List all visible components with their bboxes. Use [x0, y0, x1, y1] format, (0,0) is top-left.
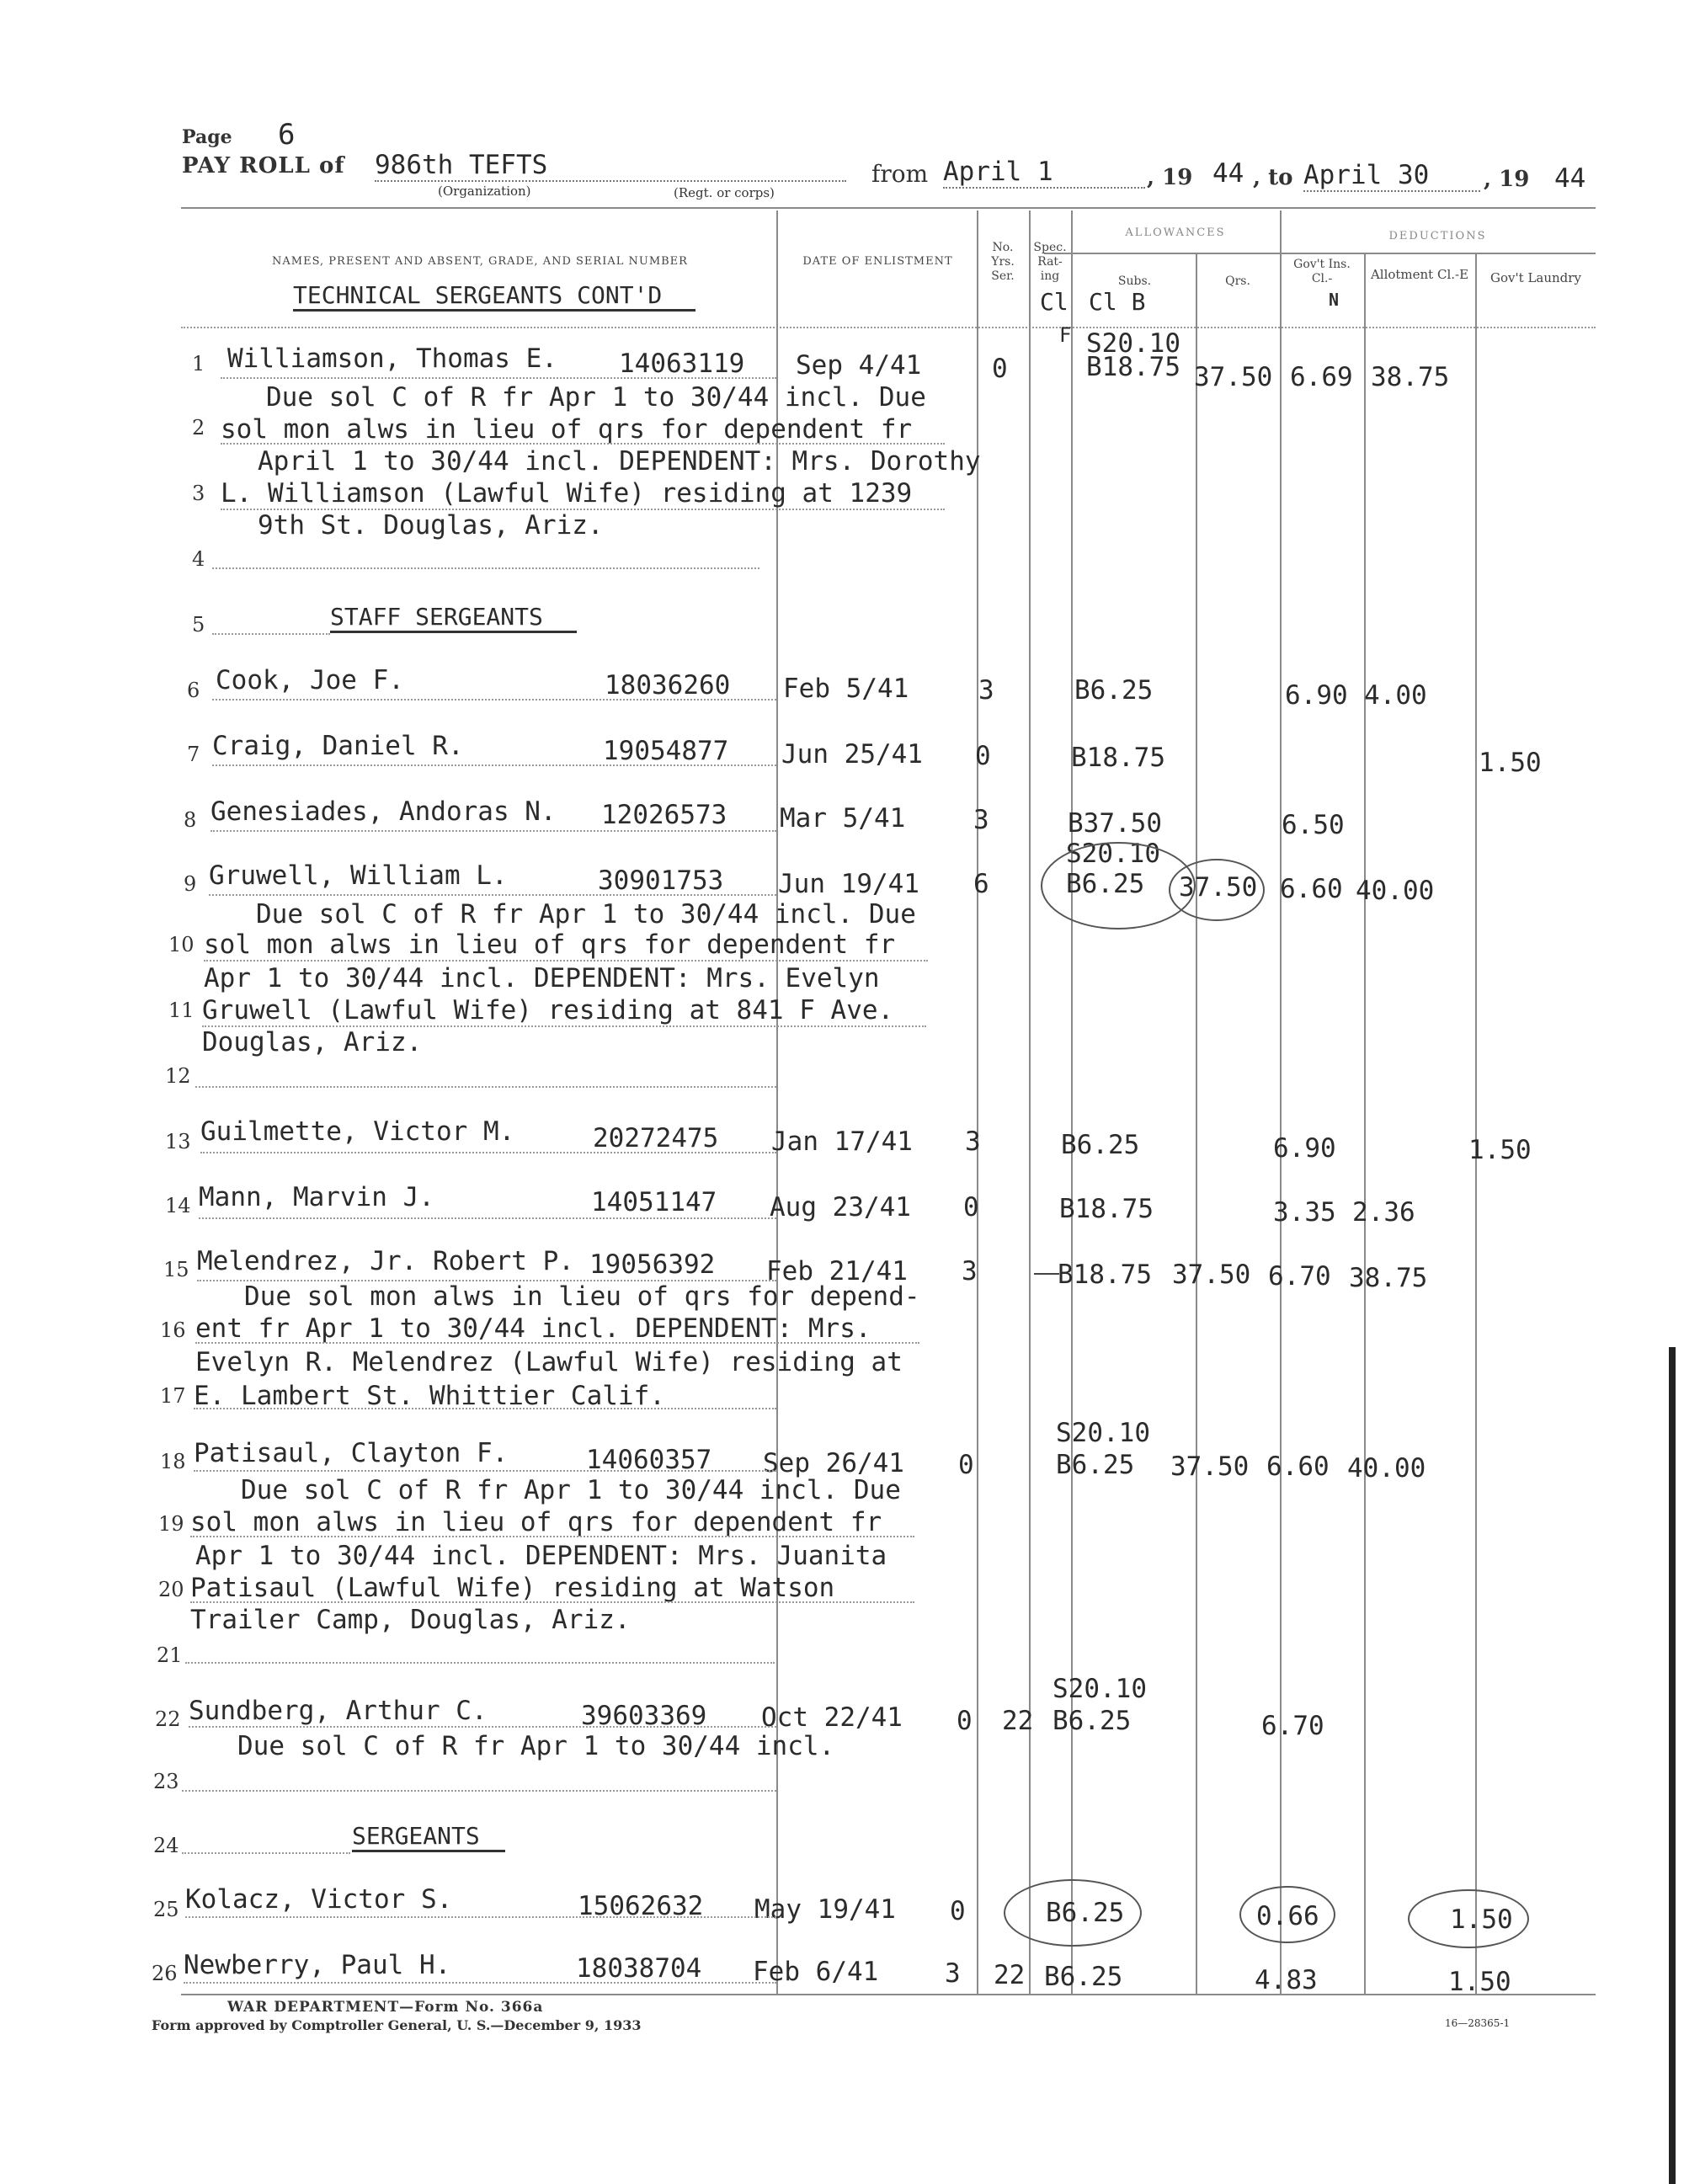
row-rule [182, 1852, 350, 1854]
entry-subs-s: S20.10 [1052, 1674, 1147, 1704]
entry-years: 0 [957, 1706, 973, 1736]
line-number: 12 [165, 1064, 191, 1088]
entry-spec-rating: 22 [1002, 1706, 1034, 1736]
to-date: April 30 [1303, 160, 1480, 192]
remark-line: Due sol C of R fr Apr 1 to 30/44 incl. Due [241, 1475, 901, 1505]
entry-enlist-date: Jun 19/41 [778, 869, 919, 899]
entry-gov-ins: 0.66 [1256, 1901, 1319, 1931]
entry-serial: 39603369 [581, 1701, 707, 1731]
entry-enlist-date: Oct 22/41 [761, 1702, 903, 1733]
entry-enlist-date: Jan 17/41 [771, 1127, 913, 1157]
corps-caption: (Regt. or corps) [674, 185, 775, 200]
col-divider-qrs [1196, 253, 1197, 1994]
remark-line: sol mon alws in lieu of qrs for dependent fr [190, 1507, 882, 1537]
row-rule [189, 1726, 776, 1728]
line-number: 22 [155, 1707, 181, 1731]
payroll-title: PAY ROLL of [182, 153, 345, 178]
entry-serial: 12026573 [601, 800, 727, 830]
line-number: 7 [187, 743, 200, 766]
col-header-gov-ins: Gov't Ins. Cl.- [1293, 258, 1351, 285]
entry-gov-ins: 6.90 [1273, 1133, 1336, 1164]
col-header-qrs: Qrs. [1225, 274, 1250, 288]
row-rule [221, 443, 945, 445]
remark-line: sol mon alws in lieu of qrs for dependent fr [204, 930, 896, 960]
col-header-spec-cl: Cl [1040, 288, 1068, 316]
entry-allotment: 4.00 [1364, 680, 1427, 711]
strike-mark [1034, 1273, 1059, 1275]
entry-serial: 14063119 [619, 349, 745, 379]
col-header-names: NAMES, PRESENT AND ABSENT, GRADE, AND SERIAL NUMBER [272, 255, 688, 268]
remark-line: Due sol C of R fr Apr 1 to 30/44 incl. Due [256, 899, 916, 930]
entry-gov-ins: 6.70 [1261, 1711, 1324, 1741]
entry-serial: 15062632 [578, 1891, 704, 1921]
entry-subs: B18.75 [1059, 1194, 1154, 1224]
footer-approval: Form approved by Comptroller General, U. S.—December 9, 1933 [152, 2017, 642, 2033]
line-number: 26 [152, 1962, 178, 1985]
entry-subs: B18.75 [1058, 1260, 1152, 1290]
entry-subs: B6.25 [1052, 1706, 1132, 1736]
remark-line: Due sol C of R fr Apr 1 to 30/44 incl. [237, 1731, 835, 1761]
line-number: 13 [165, 1130, 191, 1153]
entry-qrs: 37.50 [1194, 362, 1273, 392]
entry-name: Williamson, Thomas E. [227, 344, 557, 374]
entry-allotment: 40.00 [1356, 876, 1435, 906]
footer-form-number: WAR DEPARTMENT—Form No. 366a [227, 1999, 544, 2016]
entry-name: Kolacz, Victor S. [185, 1884, 453, 1915]
entry-name: Newberry, Paul H. [184, 1950, 451, 1980]
col-header-spec: Spec. Rat- ing [1033, 241, 1067, 283]
entry-years: 6 [973, 869, 989, 899]
entry-enlist-date: Feb 6/41 [753, 1957, 879, 1987]
entry-serial: 20272475 [593, 1123, 719, 1153]
entry-serial: 18036260 [605, 670, 731, 700]
entry-name: Patisaul, Clayton F. [194, 1438, 509, 1468]
entry-gov-ins: 6.90 [1285, 680, 1348, 711]
entry-gov-ins: 6.50 [1282, 810, 1345, 840]
entry-laundry: 1.50 [1468, 1135, 1532, 1165]
row-rule [210, 830, 776, 832]
section-tech-sergeants: TECHNICAL SERGEANTS CONT'D [293, 281, 695, 312]
line-number: 5 [192, 613, 205, 637]
entry-subs: B6.25 [1046, 1898, 1125, 1928]
col-header-yrs: No. Yrs. Ser. [991, 241, 1015, 283]
entry-subs: B6.25 [1074, 675, 1154, 706]
entry-qrs: 37.50 [1170, 1452, 1250, 1482]
remark-line: Due sol mon alws in lieu of qrs for depend- [244, 1281, 920, 1312]
entry-subs: B18.75 [1071, 743, 1165, 773]
row-rule [212, 633, 330, 635]
col-header-allotment: Allotment Cl.-E [1370, 267, 1469, 282]
entry-enlist-date: May 19/41 [754, 1894, 896, 1925]
entry-laundry: 1.50 [1450, 1904, 1513, 1935]
entry-allotment: 40.00 [1347, 1453, 1426, 1484]
entry-name: Genesiades, Andoras N. [210, 796, 557, 827]
entry-qrs: 37.50 [1179, 872, 1258, 903]
line-number: 3 [192, 482, 205, 505]
entry-subs-s: S20.10 [1056, 1418, 1150, 1448]
row-rule [190, 1536, 914, 1537]
remark-line: Evelyn R. Melendrez (Lawful Wife) residing at [195, 1347, 903, 1377]
pencil-circle [1239, 1886, 1335, 1943]
row-rule [190, 1601, 914, 1603]
col-header-gov-ins-mark: N [1329, 290, 1340, 310]
row-rule [209, 894, 776, 896]
entry-spec-rating: 22 [994, 1960, 1026, 1990]
entry-laundry: 1.50 [1479, 748, 1542, 778]
remark-line: Trailer Camp, Douglas, Ariz. [190, 1605, 631, 1635]
row-rule [204, 960, 928, 961]
year-prefix-from: , 19 [1147, 165, 1193, 190]
row-rule [194, 1408, 776, 1409]
page-label: Page [182, 126, 232, 148]
line-number: 24 [153, 1834, 179, 1857]
from-date: April 1 [943, 157, 1145, 189]
remark-line: April 1 to 30/44 incl. DEPENDENT: Mrs. Dorothy [258, 446, 981, 477]
entry-subs-s: S20.10 [1066, 839, 1160, 869]
table-top-rule [181, 207, 1596, 209]
line-number: 6 [187, 679, 200, 702]
entry-enlist-date: Sep 26/41 [763, 1448, 904, 1478]
col-header-laundry: Gov't Laundry [1490, 270, 1581, 285]
entry-name: Gruwell, William L. [209, 860, 508, 891]
line-number: 25 [153, 1898, 179, 1921]
row-rule [199, 1217, 776, 1219]
entry-enlist-date: Sep 4/41 [796, 350, 922, 381]
footer-code: 16—28365-1 [1445, 2017, 1511, 2029]
entry-years: 0 [975, 741, 991, 771]
pencil-circle [1004, 1879, 1142, 1947]
entry-subs: B6.25 [1044, 1962, 1123, 1992]
line-number: 16 [160, 1318, 186, 1342]
entry-serial: 14051147 [591, 1187, 717, 1217]
entry-years: 3 [973, 805, 989, 835]
year-to: 44 [1554, 163, 1586, 194]
col-header-deductions: DEDUCTIONS [1388, 230, 1487, 242]
remark-line: Gruwell (Lawful Wife) residing at 841 F Ave. [202, 995, 894, 1025]
remark-line: Apr 1 to 30/44 incl. DEPENDENT: Mrs. Evelyn [204, 963, 880, 993]
row-rule [200, 1152, 776, 1153]
entry-serial: 14060357 [586, 1445, 712, 1475]
row-rule [182, 1790, 776, 1792]
row-rule [195, 1086, 776, 1088]
year-from: 44 [1212, 158, 1244, 189]
col-header-subs-cl: Cl B [1089, 288, 1146, 316]
section-staff-sergeants: STAFF SERGEANTS [330, 603, 577, 633]
organization-caption: (Organization) [438, 184, 531, 199]
line-number: 8 [184, 808, 197, 832]
entry-gov-ins: 6.70 [1268, 1261, 1331, 1292]
remark-line: 9th St. Douglas, Ariz. [258, 510, 604, 541]
entry-years: 3 [965, 1127, 981, 1157]
entry-name: Cook, Joe F. [216, 665, 404, 695]
entry-allotment: 2.36 [1352, 1197, 1415, 1228]
remark-line: E. Lambert St. Whittier Calif. [194, 1381, 665, 1411]
line-number: 18 [160, 1450, 186, 1473]
organization-name: 986th TEFTS [375, 150, 846, 182]
pencil-circle [1169, 859, 1265, 921]
entry-laundry: 1.50 [1448, 1967, 1511, 1997]
remark-line: Apr 1 to 30/44 incl. DEPENDENT: Mrs. Juanita [195, 1541, 887, 1571]
entry-subs: B37.50 [1068, 808, 1162, 839]
col-header-allowances: ALLOWANCES [1125, 226, 1226, 239]
year-prefix-to: , 19 [1484, 167, 1530, 192]
entry-years: 0 [950, 1896, 966, 1926]
page-number: 6 [278, 118, 296, 152]
entry-subs: B6.25 [1056, 1450, 1135, 1480]
entry-name: Craig, Daniel R. [212, 731, 464, 761]
entry-serial: 18038704 [576, 1953, 702, 1984]
row-rule [195, 1342, 919, 1344]
col-divider-allot [1364, 253, 1366, 1994]
entry-subs: B6.25 [1061, 1130, 1140, 1160]
scan-edge-shadow [1669, 1347, 1676, 2184]
row-rule [185, 1662, 775, 1664]
entry-name: Guilmette, Victor M. [200, 1116, 515, 1147]
entry-serial: 19054877 [603, 736, 729, 766]
line-number: 10 [168, 933, 195, 956]
entry-subs: B6.25 [1066, 869, 1145, 899]
row-rule [184, 1982, 776, 1984]
entry-spec-mark: F [1059, 323, 1072, 347]
col-header-subs: Subs. [1117, 274, 1152, 288]
allowance-subrule [1044, 253, 1596, 254]
entry-name: Sundberg, Arthur C. [189, 1696, 488, 1726]
line-number: 23 [153, 1770, 179, 1793]
entry-gov-ins: 3.35 [1273, 1197, 1336, 1228]
entry-gov-ins: 6.60 [1266, 1452, 1330, 1482]
entry-gov-ins: 6.60 [1280, 874, 1343, 904]
section-sergeants: SERGEANTS [352, 1822, 505, 1852]
table-bottom-rule [181, 1994, 1596, 1995]
line-number: 21 [157, 1643, 183, 1667]
row-rule [212, 699, 776, 700]
line-number: 4 [192, 547, 205, 571]
entry-gov-ins: 6.69 [1290, 362, 1353, 392]
entry-subs-s: S20.10 [1086, 328, 1180, 359]
col-header-date: DATE OF ENLISTMENT [802, 255, 953, 268]
entry-serial: 30901753 [598, 866, 724, 896]
line-number: 17 [160, 1384, 186, 1408]
entry-name: Mann, Marvin J. [199, 1182, 434, 1212]
entry-years: 0 [963, 1192, 979, 1223]
remark-line: Due sol C of R fr Apr 1 to 30/44 incl. Due [266, 382, 926, 413]
remark-line: sol mon alws in lieu of qrs for dependent fr [221, 414, 913, 445]
entry-enlist-date: Mar 5/41 [780, 803, 906, 834]
line-number: 15 [163, 1258, 189, 1281]
entry-subs: B18.75 [1086, 352, 1180, 382]
remark-line: ent fr Apr 1 to 30/44 incl. DEPENDENT: Mrs. [195, 1313, 871, 1344]
line-number: 14 [165, 1194, 191, 1217]
line-number: 20 [158, 1578, 184, 1601]
remark-line: L. Williamson (Lawful Wife) residing at 1239 [221, 478, 913, 509]
entry-years: 0 [992, 354, 1008, 384]
entry-allotment: 38.75 [1371, 362, 1450, 392]
line-number: 9 [184, 872, 197, 896]
remark-line: Douglas, Ariz. [202, 1027, 423, 1057]
col-divider-yrs [977, 210, 978, 1994]
header-bottom-rule [181, 327, 1596, 328]
col-divider-laundry [1475, 253, 1477, 1994]
from-label: from [871, 160, 929, 188]
row-rule [185, 1916, 776, 1918]
entry-serial: 19056392 [589, 1249, 716, 1280]
row-rule [194, 1470, 776, 1472]
line-number: 19 [158, 1512, 184, 1536]
entry-name: Melendrez, Jr. Robert P. [197, 1246, 574, 1276]
to-label: , to [1253, 165, 1293, 190]
entry-enlist-date: Feb 21/41 [766, 1256, 908, 1286]
entry-qrs: 37.50 [1172, 1260, 1251, 1290]
entry-enlist-date: Aug 23/41 [770, 1192, 911, 1223]
entry-enlist-date: Feb 5/41 [783, 674, 909, 704]
entry-years: 3 [962, 1256, 978, 1286]
row-rule [212, 764, 776, 766]
row-rule [212, 567, 759, 569]
entry-enlist-date: Jun 25/41 [781, 739, 923, 770]
entry-years: 3 [978, 675, 994, 706]
entry-years: 0 [958, 1450, 974, 1480]
line-number: 1 [192, 352, 205, 376]
row-rule [221, 377, 776, 379]
remark-line: Patisaul (Lawful Wife) residing at Watson [190, 1573, 835, 1603]
entry-allotment: 38.75 [1349, 1263, 1428, 1293]
entry-gov-ins: 4.83 [1255, 1965, 1318, 1995]
pencil-circle [1408, 1889, 1529, 1948]
entry-years: 3 [945, 1958, 961, 1989]
line-number: 2 [192, 416, 205, 439]
line-number: 11 [168, 999, 195, 1022]
